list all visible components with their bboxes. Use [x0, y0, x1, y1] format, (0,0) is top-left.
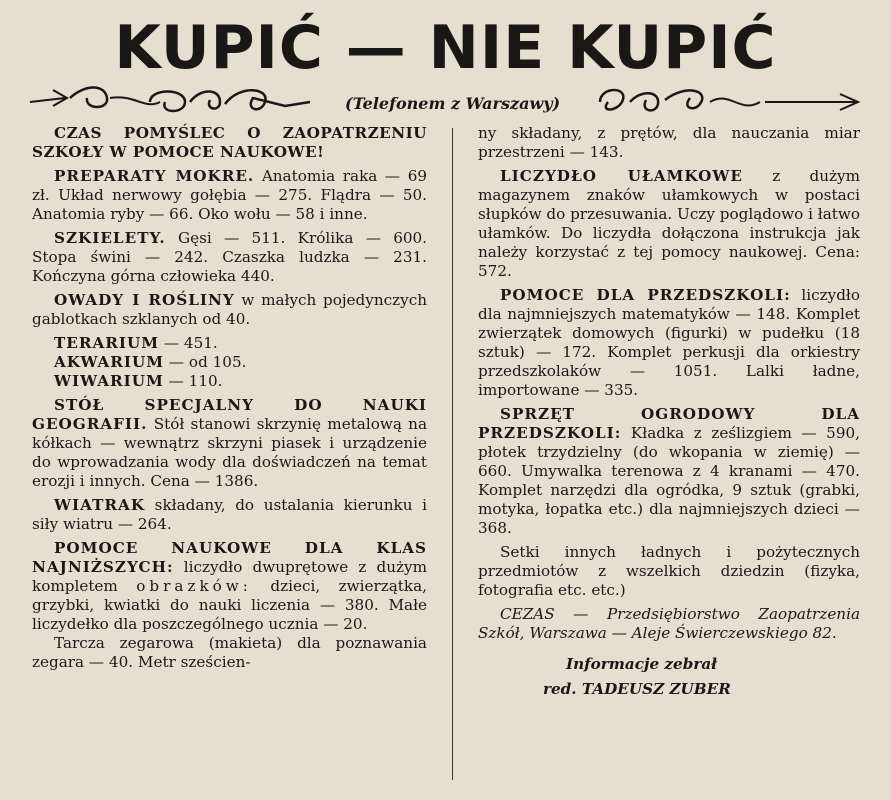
section-text: — 451.: [163, 334, 218, 352]
paragraph-stol: [32, 396, 427, 491]
paragraph-wiatrak: [32, 496, 427, 534]
terarium-line: [32, 334, 427, 353]
paragraph-szkielety: [32, 229, 427, 286]
byline: (Telefonem z Warszawy): [345, 94, 561, 113]
right-flourish-ornament: [590, 80, 870, 120]
section-text-spaced: obrazków:: [136, 577, 252, 595]
section-title: LICZYDŁO UŁAMKOWE: [500, 167, 743, 185]
section-title: AKWARIUM: [54, 353, 165, 371]
paragraph-owady: [32, 291, 427, 329]
paragraph-cezas: CEZAS — Przedsiębiorstwo Zaopatrzenia Szkół, Warszawa — Aleje Świerczewskiego 82.: [478, 605, 860, 642]
section-title: SZKIELETY.: [54, 229, 166, 247]
paragraph-liczydlo: [478, 167, 860, 281]
section-text: w małych pojedynczych gablotkach szklanych od 40.: [32, 291, 427, 328]
section-title: OWADY I ROŚLINY: [54, 291, 235, 309]
section-title: WIATRAK: [54, 496, 146, 514]
paragraph-preparaty: [32, 167, 427, 224]
section-text: Stół stanowi skrzynię metalową na kółkach — wewnątrz skrzyni piasek i urządzenie do wprowadzania wody dla doświadczeń na temat erozji i innych. Cena — 1386.: [32, 415, 428, 490]
article-headline: KUPIĆ — NIE KUPIĆ: [114, 13, 777, 83]
section-title: POMOCE NAUKOWE DLA KLAS NAJNIŻSZYCH:: [32, 539, 427, 576]
paragraph-metr-cont: ny składany, z prętów, dla nauczania miar przestrzeni — 143.: [478, 124, 860, 161]
left-column: [32, 124, 427, 677]
byline-row: [25, 80, 870, 120]
paragraph-sprzet: [478, 405, 860, 538]
section-text: z dużym magazynem znaków ułamkowych w postaci słupków do przesuwania. Uczy poglądowo i łatwo ułamków. Do liczydła dołączona instrukcja jak należy korzystać z tej pomocy naukowej. Cena: 572.: [478, 167, 861, 280]
section-title: POMOCE DLA PRZEDSZKOLI:: [500, 286, 791, 304]
column-divider: [452, 128, 453, 780]
section-title: WIWARIUM: [54, 372, 164, 390]
akwarium-line: [32, 353, 427, 372]
left-flourish-ornament: [25, 80, 315, 120]
paragraph-przedszkola: [478, 286, 860, 400]
section-title: STÓŁ SPECJALNY DO NAUKI GEOGRAFII.: [32, 396, 427, 433]
paragraph-setki: Setki innych ładnych i pożytecznych przedmiotów z wszelkich dziedzin (fizyka, fotografia etc. etc.): [478, 543, 860, 599]
signature-author: red. TADEUSZ ZUBER: [543, 680, 731, 698]
wiwarium-line: [32, 372, 427, 391]
section-title: TERARIUM: [54, 334, 160, 352]
intro-heading: CZAS POMYŚLEC O ZAOPATRZENIU SZKOŁY W POMOCE NAUKOWE!: [32, 124, 427, 161]
right-column: [478, 124, 860, 699]
section-title: SPRZĘT OGRODOWY DLA PRZEDSZKOLI:: [478, 405, 860, 442]
section-title: PREPARATY MOKRE.: [54, 167, 255, 185]
section-text: — od 105.: [168, 353, 247, 371]
section-text: Kładka z ześlizgiem — 590, płotek trzydzielny (do wkopania w ziemię) — 660. Umywalka terenowa z 4 kranami — 470. Komplet narzędzi dla ogródka, 9 sztuk (grabki, motyka, łopatka etc.) dla najmniejszych dzieci — 368.: [478, 424, 860, 537]
section-text: — 110.: [168, 372, 223, 390]
section-text: Gęsi — 511. Królika — 600. Stopa świni — 242. Czaszka ludzka — 231. Kończyna górna człowieka 440.: [32, 229, 428, 285]
section-text: liczydło dla najmniejszych matematyków — 148. Komplet zwierzątek domowych (figurki) w pudełku (18 sztuk) — 172. Komplet perkusji dla orkiestry przedszkolaków — 1051. Lalki ładne, importowane — 335.: [478, 286, 860, 399]
section-text: dzieci, zwierzątka, grzybki, kwiatki do nauki liczenia — 380. Małe liczydełko dla poszczególnego ucznia — 20.: [32, 577, 427, 633]
section-text: liczydło dwuprętowe z dużym kompletem: [32, 558, 427, 595]
section-text: Anatomia raka — 69 zł. Układ nerwowy gołębia — 275. Flądra — 50. Anatomia ryby — 66. Oko wołu — 58 i inne.: [32, 167, 428, 223]
paragraph-pomoce-klas: [32, 539, 427, 634]
signature-line-1: Informacje zebrał: [566, 655, 718, 673]
paragraph-tarcza: Tarcza zegarowa (makieta) dla poznawania zegara — 40. Metr sześcien-: [32, 634, 427, 671]
section-text: składany, do ustalania kierunku i siły wiatru — 264.: [32, 496, 427, 533]
